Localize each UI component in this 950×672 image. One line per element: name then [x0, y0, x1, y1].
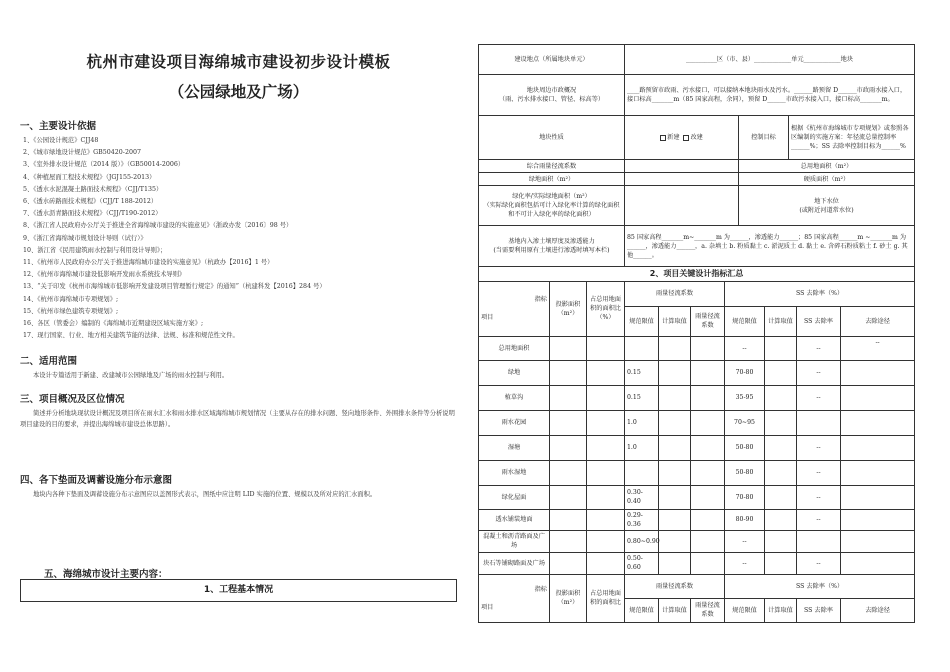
- basic-info-table: [478, 44, 915, 267]
- header-indicator-item: [479, 281, 550, 336]
- reference-item: 14、《杭州市海绵城市专项规划》;: [23, 295, 119, 303]
- key-indicators-table: [478, 267, 915, 623]
- reference-item: 3、《室外排水设计规范（2014 版）》（GB50014-2006）: [23, 161, 185, 169]
- rain-val-cell[interactable]: [691, 552, 725, 574]
- section-heading-diagram: 四、各下垫面及调蓄设施分布示意图: [20, 475, 173, 487]
- table-row: [479, 336, 915, 360]
- footer-limit: 规范限值: [625, 598, 659, 622]
- ratio-cell[interactable]: [587, 552, 625, 574]
- ratio-cell[interactable]: [587, 530, 625, 552]
- row-name: 块石等铺砌路面及广场: [479, 552, 550, 574]
- new-build-label: 新建: [667, 134, 680, 141]
- rain-val-cell[interactable]: [691, 410, 725, 435]
- footer-calc: 计算取值: [659, 598, 691, 622]
- ss-path-cell: [841, 552, 915, 574]
- diagram-text: 地块内各种下垫面及调蓄设施分布示意图应以盖图形式表示，图纸中应注明 LID 实施的位置、规模以及所对应的汇水面积。: [33, 491, 377, 499]
- ss-limit-cell: 70~95: [725, 410, 765, 435]
- reference-item: 16、各区（管委会）编制的《海绵城市近期建设区域实施方案》;: [23, 320, 204, 328]
- row-name: 湿塘: [479, 435, 550, 460]
- ss-col-cell: --: [797, 552, 841, 574]
- calc-cell[interactable]: [659, 530, 691, 552]
- table-row: [479, 385, 915, 410]
- calc-cell[interactable]: [659, 385, 691, 410]
- ss-path-cell: [841, 460, 915, 485]
- calc-cell[interactable]: [659, 509, 691, 530]
- ss-col-cell: [797, 410, 841, 435]
- municipal-label: [479, 75, 625, 116]
- reference-item: 17、现行国家、行业、地方相关建筑节能的法律、法规、标准和规范性文件。: [23, 332, 239, 340]
- header-ss-rate: SS 去除率（%）: [725, 281, 915, 306]
- ss-col-cell: [797, 530, 841, 552]
- plot-nature-options: [625, 116, 739, 160]
- row-name: 植草沟: [479, 385, 550, 410]
- ss-calc-cell[interactable]: [765, 435, 797, 460]
- footer-ss-col: SS 去除率: [797, 598, 841, 622]
- header-ratio: 占总用地面积的面积比（%）: [587, 281, 625, 336]
- row-name: 雨水花园: [479, 410, 550, 435]
- reference-item: 12、《杭州市海绵城市建设低影响开发雨水系统技术导则》: [23, 271, 186, 279]
- header-rain-val: 雨量径流系数: [691, 306, 725, 336]
- table-row: [479, 410, 915, 435]
- footer-ss-path: 去除途径: [841, 598, 915, 622]
- calc-cell[interactable]: [659, 435, 691, 460]
- ratio-cell[interactable]: [587, 509, 625, 530]
- runoff-coef-label: 综合雨量径流系数: [479, 160, 625, 173]
- footer-indicator-item: [479, 574, 550, 622]
- footer-proj-area: 投影面积（m²）: [550, 574, 587, 622]
- proj-area-cell[interactable]: [550, 485, 587, 509]
- rain-val-cell[interactable]: [691, 360, 725, 385]
- proj-area-cell[interactable]: [550, 509, 587, 530]
- proj-area-cell[interactable]: [550, 410, 587, 435]
- row-name: 绿地: [479, 360, 550, 385]
- footer-ratio: 占总用地面积的面积比: [587, 574, 625, 622]
- green-area-label: 绿地面积（m²）: [479, 173, 625, 186]
- ss-col-cell: --: [797, 435, 841, 460]
- table-row: [479, 552, 915, 574]
- row-name: 雨水湿地: [479, 460, 550, 485]
- greening-rate-note: （实际绿化面积包括可计入绿化率计算的绿化面积和不可计入绿化率的绿化面积）: [483, 202, 620, 218]
- ss-col-cell: --: [797, 336, 841, 360]
- municipal-label-main: 地块周边市政概况: [526, 87, 577, 94]
- section-heading-basis: 一、主要设计依据: [20, 121, 97, 132]
- reference-item: 6、《透水砖路面技术规程》（CJJ/T 188-2012）: [23, 198, 158, 206]
- row-name: 绿化屋面: [479, 485, 550, 509]
- groundwater-note: (或附近河道常水位): [799, 206, 854, 214]
- control-target-value[interactable]: 根据《杭州市海绵城市专项规划》或参照各区编制的实施方案：年径流总量控制率______%；SS 去除率控制目标为______%: [789, 116, 915, 160]
- ss-path-cell: [841, 530, 915, 552]
- ratio-cell[interactable]: [587, 385, 625, 410]
- proj-area-cell[interactable]: [550, 385, 587, 410]
- header-calc: 计算取值: [659, 306, 691, 336]
- soil-value[interactable]: 85 国家高程_______m~_______m 为______，渗透能力______；85 国家高程______m ~_______m 为______，渗透能力______，a. 杂填土 b. 粉质黏土 c. 淤泥质土 d. 黏土 e. 含碎石粉质粘土 f. 砂土 g. 其他______。: [625, 226, 915, 267]
- ss-col-cell: --: [797, 485, 841, 509]
- calc-cell[interactable]: [659, 410, 691, 435]
- right-page: [478, 44, 914, 657]
- table-row: [479, 435, 915, 460]
- reference-item: 1、《公园设计规范》CJJ48: [23, 137, 99, 144]
- limit-cell: [625, 336, 659, 360]
- limit-cell: 1.0: [625, 410, 659, 435]
- groundwater-label: [739, 186, 915, 226]
- ss-limit-cell: 70-80: [725, 485, 765, 509]
- document-subtitle: （公园绿地及广场）: [168, 83, 309, 101]
- reference-item: 9、《浙江省海绵城市规划设计导则（试行）》: [23, 234, 147, 242]
- header-ss-limit: 规范限值: [725, 306, 765, 336]
- ss-calc-cell[interactable]: [765, 385, 797, 410]
- ss-limit-cell: 50-80: [725, 460, 765, 485]
- soil-label-main: 基地内入渗土壤厚度及渗透能力: [508, 238, 595, 245]
- footer-ss-rate: SS 去除率（%）: [725, 574, 915, 598]
- ss-path-cell: [841, 435, 915, 460]
- limit-cell: 0.30-0.40: [625, 485, 659, 509]
- control-target-label: 控制目标: [739, 116, 789, 160]
- proj-area-cell[interactable]: [550, 552, 587, 574]
- rain-val-cell[interactable]: [691, 385, 725, 410]
- reference-item: 5、《透水水泥混凝土路面技术规程》（CJJ/T135）: [23, 185, 163, 193]
- row-name: 透水铺装地面: [479, 509, 550, 530]
- header-item: 项目: [481, 314, 494, 321]
- ss-limit-cell: 50-80: [725, 435, 765, 460]
- proj-area-cell[interactable]: [550, 360, 587, 385]
- section-heading-overview: 三、项目概况及区位情况: [20, 394, 125, 406]
- row-name: 总用地面积: [479, 336, 550, 360]
- ss-path-cell: [841, 485, 915, 509]
- rebuild-checkbox[interactable]: [683, 135, 689, 141]
- overview-text: 简述并分析地块现状设计概况及项目所在雨水汇水和雨水排水区域海绵城市规划情况（主要从存在的排水问题、竖向地形条件、外围排水条件等分析说明项目建设的目的要求，并提出海绵城市建设总体思路）。: [20, 410, 455, 429]
- runoff-coef-value[interactable]: [625, 160, 739, 173]
- soil-label-note: (当需要利用原有土壤进行渗透时填写本栏): [493, 247, 610, 254]
- municipal-label-note: （雨、污水排水接口、管径、标高等）: [498, 96, 605, 103]
- ss-calc-cell[interactable]: [765, 460, 797, 485]
- reference-list: [20, 135, 457, 342]
- reference-item: 4、《种植屋面工程技术规程》（JGJ155-2013）: [23, 173, 156, 181]
- footer-item: 项目: [481, 603, 494, 611]
- rain-val-cell[interactable]: [691, 485, 725, 509]
- proj-area-cell[interactable]: [550, 530, 587, 552]
- ss-calc-cell[interactable]: [765, 485, 797, 509]
- table-row: [479, 530, 915, 552]
- ratio-cell[interactable]: [587, 336, 625, 360]
- table-row: [479, 360, 915, 385]
- rebuild-label: 改建: [690, 134, 703, 141]
- footer-rain-coef: 雨量径流系数: [625, 574, 725, 598]
- limit-cell: 0.29-0.36: [625, 509, 659, 530]
- ratio-cell[interactable]: [587, 410, 625, 435]
- footer-indicator: 指标: [534, 585, 547, 593]
- ss-path-cell: [841, 385, 915, 410]
- reference-item: 10、浙江省《民用建筑雨水控制与利用设计导则》；: [23, 246, 167, 254]
- location-label: 建设地点（所属地块单元）: [479, 45, 625, 75]
- green-area-value[interactable]: [625, 173, 739, 186]
- greening-rate-label: [479, 186, 625, 226]
- location-value[interactable]: __________区（市、县）____________单元____________地块: [625, 45, 915, 75]
- proj-area-cell[interactable]: [550, 336, 587, 360]
- header-limit: 规范限值: [625, 306, 659, 336]
- header-indicator: 指标: [534, 296, 547, 303]
- basic-info-heading-box: 1、工程基本情况: [20, 579, 457, 602]
- limit-cell: 0.50-0.60: [625, 552, 659, 574]
- calc-cell[interactable]: [659, 460, 691, 485]
- header-ss-calc: 计算取值: [765, 306, 797, 336]
- ss-calc-cell[interactable]: [765, 336, 797, 360]
- calc-cell[interactable]: [659, 552, 691, 574]
- ratio-cell[interactable]: [587, 485, 625, 509]
- calc-cell[interactable]: [659, 485, 691, 509]
- left-page: [20, 40, 457, 500]
- ss-col-cell: --: [797, 360, 841, 385]
- ss-col-cell: --: [797, 385, 841, 410]
- reference-item: 13、“关于印发《杭州市海绵城市低影响开发建设项目管理暂行规定》的通知”（杭建科发【2016】284 号）: [23, 283, 326, 291]
- ss-path-cell: [841, 509, 915, 530]
- ss-limit-cell: 80-90: [725, 509, 765, 530]
- greening-rate-value[interactable]: [625, 186, 739, 226]
- row-name: 混凝土和沥青路面及广场: [479, 530, 550, 552]
- proj-area-cell[interactable]: [550, 460, 587, 485]
- footer-ss-limit: 规范限值: [725, 598, 765, 622]
- limit-cell: [625, 460, 659, 485]
- header-ss-col: SS 去除率: [797, 306, 841, 336]
- rain-val-cell[interactable]: [691, 435, 725, 460]
- table-row: [479, 509, 915, 530]
- key-indicators-title: 2、项目关键设计指标汇总: [479, 267, 915, 281]
- ratio-cell[interactable]: [587, 360, 625, 385]
- header-proj-area: 投影面积（m²）: [550, 281, 587, 336]
- ss-path-cell: --: [841, 336, 915, 360]
- ss-path-cell: [841, 410, 915, 435]
- reference-item: 7、《透水沥青路面技术规程》（CJJ/T190-2012）: [23, 210, 162, 218]
- footer-rain-val: 雨量径流系数: [691, 598, 725, 622]
- rain-val-cell[interactable]: [691, 336, 725, 360]
- groundwater-main: 地下水位: [814, 197, 839, 205]
- greening-rate-main: 绿化率/实际绿地面积（m²）: [512, 193, 591, 200]
- limit-cell: 0.15: [625, 360, 659, 385]
- rain-val-cell[interactable]: [691, 509, 725, 530]
- total-area-label: 总用地面积（m²）: [739, 160, 915, 173]
- ss-limit-cell: --: [725, 530, 765, 552]
- hard-area-label: 硬质面积（m²）: [739, 173, 915, 186]
- ss-calc-cell[interactable]: [765, 410, 797, 435]
- ratio-cell[interactable]: [587, 460, 625, 485]
- header-ss-path: 去除途径: [841, 306, 915, 336]
- ss-col-cell: --: [797, 460, 841, 485]
- ss-calc-cell[interactable]: [765, 530, 797, 552]
- calc-cell[interactable]: [659, 360, 691, 385]
- section-heading-content: 五、海绵城市设计主要内容：: [44, 569, 168, 580]
- limit-cell: 0.15: [625, 385, 659, 410]
- rain-val-cell[interactable]: [691, 460, 725, 485]
- footer-ss-calc: 计算取值: [765, 598, 797, 622]
- ss-col-cell: --: [797, 509, 841, 530]
- document-title: 杭州市建设项目海绵城市建设初步设计模板: [86, 53, 391, 71]
- ss-calc-cell[interactable]: [765, 360, 797, 385]
- limit-cell: 0.80~0.90: [625, 530, 659, 552]
- reference-item: 11、《杭州市人民政府办公厅关于推进海绵城市建设的实施意见》（杭政办【2016】1 号）: [23, 259, 274, 267]
- scope-text: 本设计专篇适用于新建、改建城市公园绿地及广场的雨水控制与利用。: [33, 372, 229, 380]
- section-heading-scope: 二、适用范围: [20, 356, 78, 368]
- ss-path-cell: [841, 360, 915, 385]
- plot-nature-label: 地块性质: [479, 116, 625, 160]
- soil-label: [479, 226, 625, 267]
- ss-calc-cell[interactable]: [765, 509, 797, 530]
- calc-cell[interactable]: [659, 336, 691, 360]
- ss-limit-cell: --: [725, 336, 765, 360]
- table-row: [479, 460, 915, 485]
- limit-cell: 1.0: [625, 435, 659, 460]
- rain-val-cell[interactable]: [691, 530, 725, 552]
- ratio-cell[interactable]: [587, 435, 625, 460]
- ss-limit-cell: 70-80: [725, 360, 765, 385]
- ss-limit-cell: --: [725, 552, 765, 574]
- municipal-value[interactable]: ____路预留市政雨、污水接口，可以接纳本地块雨水及污水。______路预留 D______市政雨水接入口，接口标高_______m（85 国家高程，余同），预留 D______市政污水接入口，接口标高_______m。: [625, 75, 915, 116]
- header-rain-coef: 雨量径流系数: [625, 281, 725, 306]
- reference-item: 15、《杭州市绿色建筑专项规划》;: [23, 307, 119, 315]
- reference-item: 8、《浙江省人民政府办公厅关于推进全省海绵城市建设的实施意见》（浙政办发〔2016〕98 号）: [23, 222, 293, 230]
- new-build-checkbox[interactable]: [660, 135, 666, 141]
- ss-limit-cell: 35-95: [725, 385, 765, 410]
- reference-item: 2、《城市绿地设计规范》GB50420-2007: [23, 149, 141, 157]
- proj-area-cell[interactable]: [550, 435, 587, 460]
- ss-calc-cell[interactable]: [765, 552, 797, 574]
- table-row: [479, 485, 915, 509]
